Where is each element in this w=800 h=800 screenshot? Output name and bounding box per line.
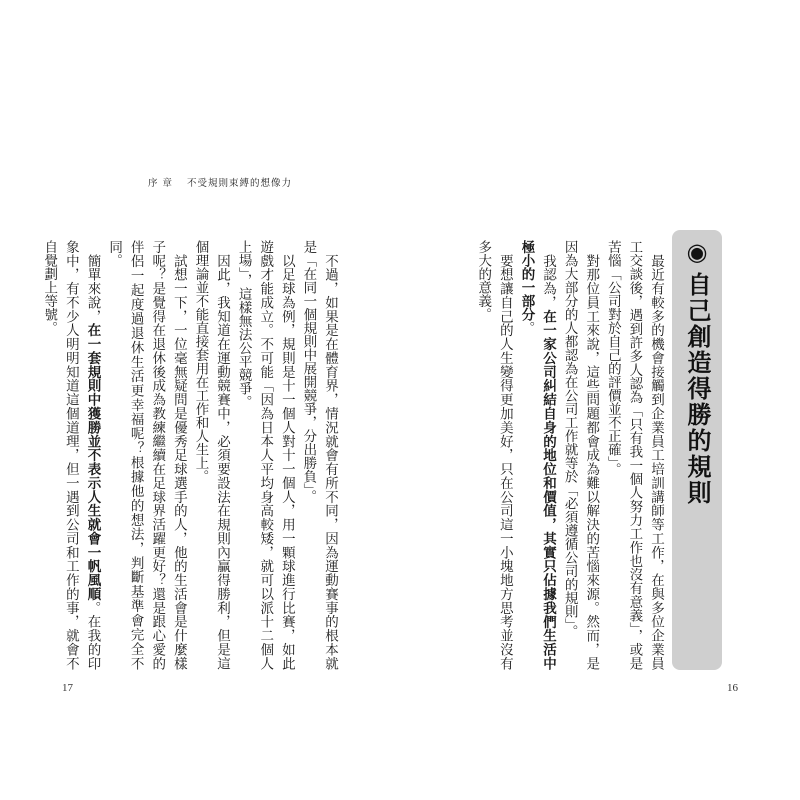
left-page-body <box>41 240 340 671</box>
paragraph-text: 我認為， <box>540 253 557 310</box>
right-page-body <box>466 240 666 670</box>
paragraph-text: 簡單來說， <box>84 253 101 324</box>
emphasis-text: 在一套規則中獲勝並不表示人生就會一帆風順 <box>84 323 101 601</box>
paragraph-text: 不過，如果是在體育界，情況就會有所不同，因為運動賽事的根本就是「在同一個規則中展開競爭，分出勝負」。 <box>300 240 338 671</box>
page_left-paragraph <box>297 240 340 670</box>
page_left-paragraph <box>38 240 103 670</box>
paragraph-text: 對那位員工來說，這些問題都會成為難以解決的苦惱來源。然而，是因為大部分的人都認為在公司工作就等於「必須遵循公司的規則」。 <box>561 240 600 671</box>
page_left-paragraph <box>102 240 188 670</box>
running-head <box>148 175 292 189</box>
paragraph-text: 。 <box>518 321 535 335</box>
emphasis-text: 在一家公司糾結自身的地位和價值，其實只佔據我們生活中極小的一部分 <box>518 240 557 671</box>
paragraph-text: 試想一下，一位毫無疑問是優秀足球選手的人，他的生活會是什麼樣子呢？是覺得在退休後成為教練繼續在足球界活躍更好？還是跟心愛的伴侶一起度過退休生活更幸福呢？根據他的想法，判斷基準會完全不同。 <box>106 240 187 671</box>
section-heading <box>681 238 713 518</box>
paragraph-text: 最近有較多的機會接觸到企業員工培訓講師等工作，在與多位企業員工交談後，遇到許多人認為「只有我一個人努力工作也沒有意義」，或是苦惱「公司對於自己的評價並不正確」。 <box>604 240 664 671</box>
chapter-title: 不受規則束縛的想像力 <box>187 178 293 189</box>
page_right-paragraph <box>601 240 666 670</box>
page_right-paragraph <box>558 240 601 670</box>
chapter-label: 序 章 <box>148 178 174 189</box>
bullet-circle-icon: ◉ <box>683 238 711 268</box>
paragraph-text: 因此，我知道在運動競賽中，必須要設法在規則內贏得勝利，但是這個理論並不能直接套用在工作和人生上。 <box>192 240 231 671</box>
page-number-right: 16 <box>727 682 738 694</box>
page_right-paragraph <box>472 240 515 670</box>
section-heading-text: 自己創造得勝的規則 <box>683 272 711 506</box>
paragraph-text: 要想讓自己的人生變得更加美好，只在公司這一小塊地方思考並沒有多大的意義。 <box>475 240 513 671</box>
page-number-left: 17 <box>62 682 73 694</box>
page_right-paragraph <box>515 240 558 670</box>
paragraph-text: 以足球為例，規則是十一個人對十一個人，用一顆球進行比賽，如此遊戲才能成立。不可能「因為日本人平均身高較矮，就可以派十二個人上場」，這樣無法公平競爭。 <box>235 240 295 671</box>
page_left-paragraph <box>189 240 232 670</box>
paragraph-text: 。在我的印象中，有不少人明明知道這個道理，但一遇到公司和工作的事，就會不自覺劃上等號。 <box>41 240 101 671</box>
page_left-paragraph <box>232 240 297 670</box>
